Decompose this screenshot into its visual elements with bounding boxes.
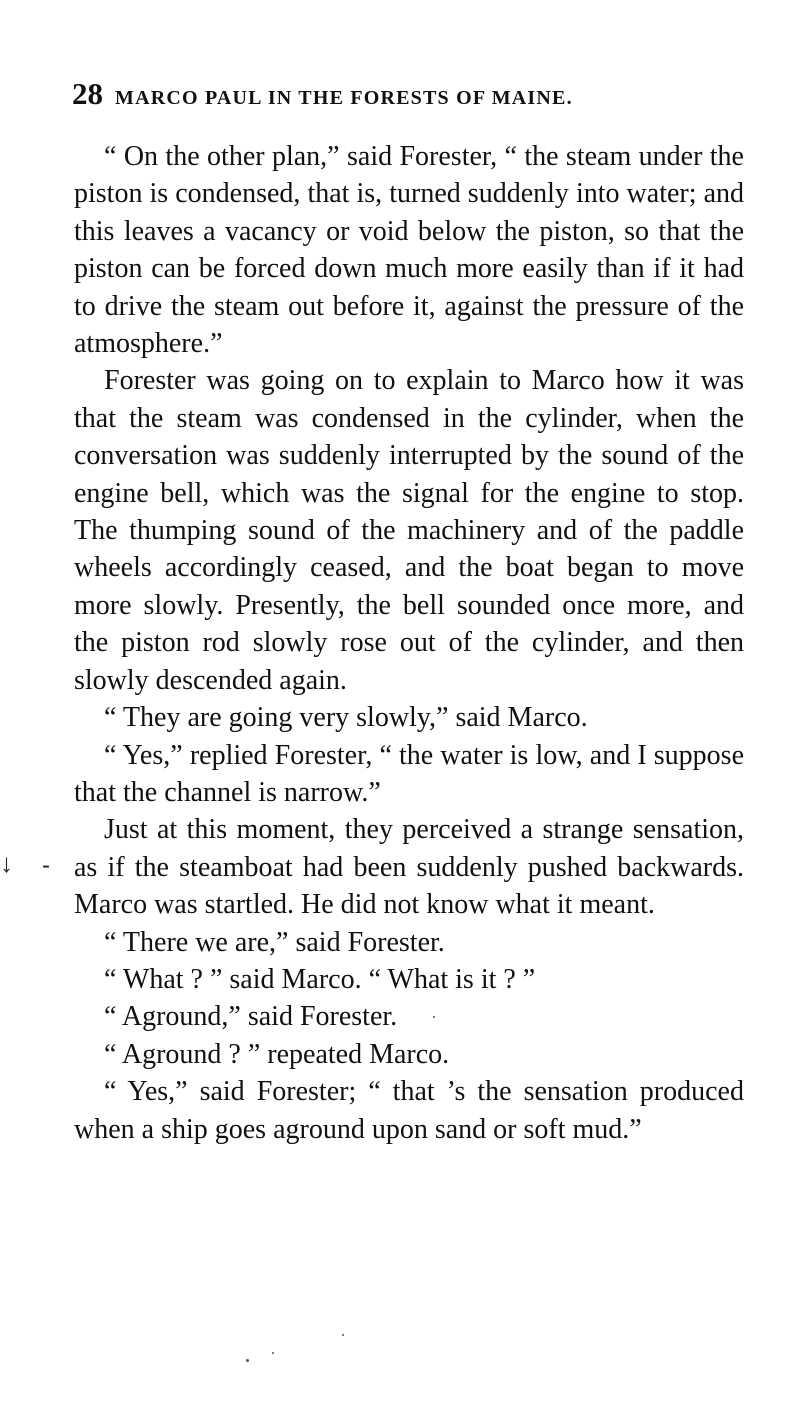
paragraph: “ Aground,” said Forester.	[104, 1001, 398, 1033]
paragraph: “ Aground ? ” repeated Marco.	[104, 1038, 450, 1070]
paragraph: “ There we are,” said Forester.	[104, 926, 445, 958]
paragraph: “ They are going very slowly,” said Marco.	[104, 702, 588, 734]
paragraph: Just at this moment, they perceived a strange sensation, as if the steamboat had been suddenly pushed backwards. Marco was startled. He did not know what it meant.	[74, 814, 744, 921]
paragraph: Forester was going on to explain to Marco how it was that the steam was condensed in the cylinder, when the conversation was suddenly interrupted by the sound of the engine bell, which was the signal for the engine to stop. The thumping sound of the machinery and of the paddle wheels accordingly ceased, and the boat began to move more slowly. Presently, the bell sounded once more, and the piston rod slowly rose out of the cylinder, and then slowly descended again.	[74, 365, 744, 696]
running-title: MARCO PAUL IN THE FORESTS OF MAINE.	[115, 87, 573, 109]
ink-speck	[342, 1334, 344, 1336]
paragraph: “ Yes,” replied Forester, “ the water is low, and I suppose that the channel is narrow.”	[74, 739, 744, 808]
page-number: 28	[72, 76, 103, 111]
ink-speck	[246, 1359, 249, 1362]
paragraph: “ What ? ” said Marco. “ What is it ? ”	[104, 963, 536, 995]
body-text	[74, 138, 744, 1148]
margin-arrow-mark: ↓	[0, 848, 13, 878]
ink-speck	[433, 1016, 435, 1018]
paragraph: “ Yes,” said Forester; “ that ’s the sensation produced when a ship goes aground upon sand or soft mud.”	[74, 1076, 744, 1145]
margin-dot-mark: -	[42, 852, 50, 879]
paragraph: “ On the other plan,” said Forester, “ the steam under the piston is condensed, that is, turned suddenly into water; and this leaves a vacancy or void below the piston, so that the piston can be forced down much more easily than if it had to drive the steam out before it, against the pressure of the atmosphere.”	[74, 141, 744, 360]
running-head	[72, 76, 752, 116]
ink-speck	[272, 1352, 274, 1354]
